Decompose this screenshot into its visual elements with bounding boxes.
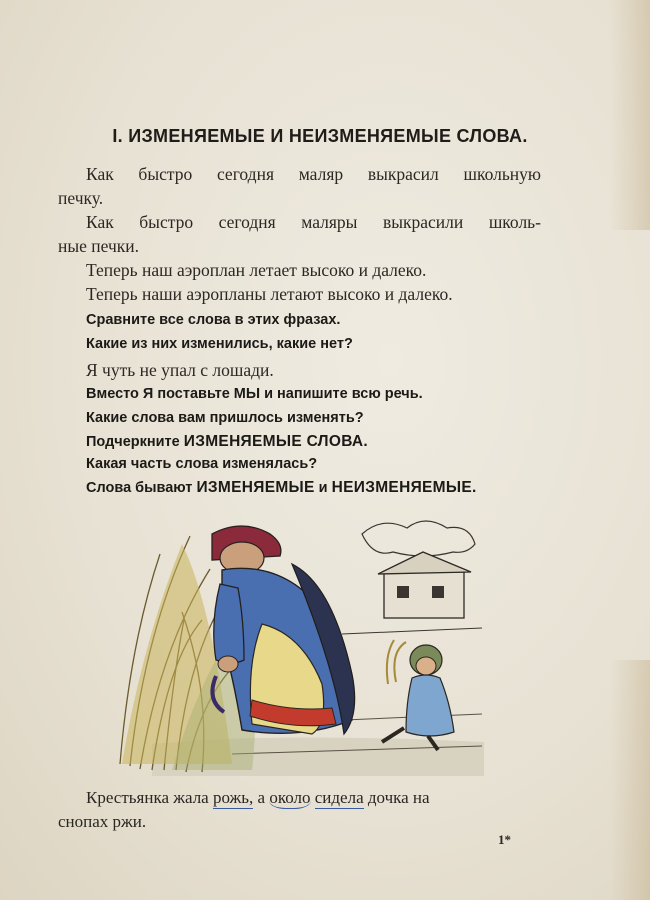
instruction-line: Какая часть слова изменялась? [86, 456, 318, 472]
underlined-word: рожь, [212, 788, 254, 807]
underlined-word: около [269, 788, 311, 807]
instruction-line: Вместо Я поставьте МЫ и напишите всю речь. [86, 386, 423, 402]
caption-text: Крестьянка жала [86, 788, 213, 807]
paper-stain [610, 0, 650, 230]
instruction-line [86, 479, 477, 497]
text-line: печку. [58, 188, 104, 208]
illustration-peasant-harvest [112, 514, 484, 776]
text-line: ные печки. [58, 236, 140, 256]
text-line: Как быстро сегодня маляр выкрасил школьную [86, 164, 541, 184]
emphasis-text: ИЗМЕНЯЕМЫЕ СЛОВА. [183, 433, 369, 450]
caption-text: дочка на [363, 788, 430, 807]
caption-line: снопах ржи. [58, 812, 147, 831]
instruction-text: Подчеркните [86, 434, 184, 450]
page-title: I. ИЗМЕНЯЕМЫЕ И НЕИЗМЕНЯЕМЫЕ СЛОВА. [112, 126, 528, 146]
example-sentence: Я чуть не упал с лошади. [86, 360, 274, 380]
page-number: 1* [498, 832, 511, 847]
caption-line [86, 788, 430, 808]
instruction-line: Какие слова вам пришлось изменять? [86, 410, 364, 426]
underlined-word: сидела [314, 788, 364, 807]
instruction-line: Какие из них изменились, какие нет? [86, 336, 353, 352]
text-line: Теперь наш аэроплан летает высоко и далеко. [86, 260, 427, 280]
instruction-line [86, 433, 368, 451]
instruction-text: и [314, 480, 332, 496]
emphasis-text: ИЗМЕНЯЕМЫЕ [196, 479, 315, 496]
caption-text: а [253, 788, 270, 807]
instruction-text: Слова бывают [86, 480, 197, 496]
instruction-line: Сравните все слова в этих фразах. [86, 312, 341, 328]
text-line: Как быстро сегодня маляры выкрасили школь- [86, 212, 541, 232]
emphasis-text: НЕИЗМЕНЯЕМЫЕ. [331, 479, 477, 496]
paper-stain [610, 660, 650, 900]
text-line: Теперь наши аэропланы летают высоко и далеко. [86, 284, 453, 304]
